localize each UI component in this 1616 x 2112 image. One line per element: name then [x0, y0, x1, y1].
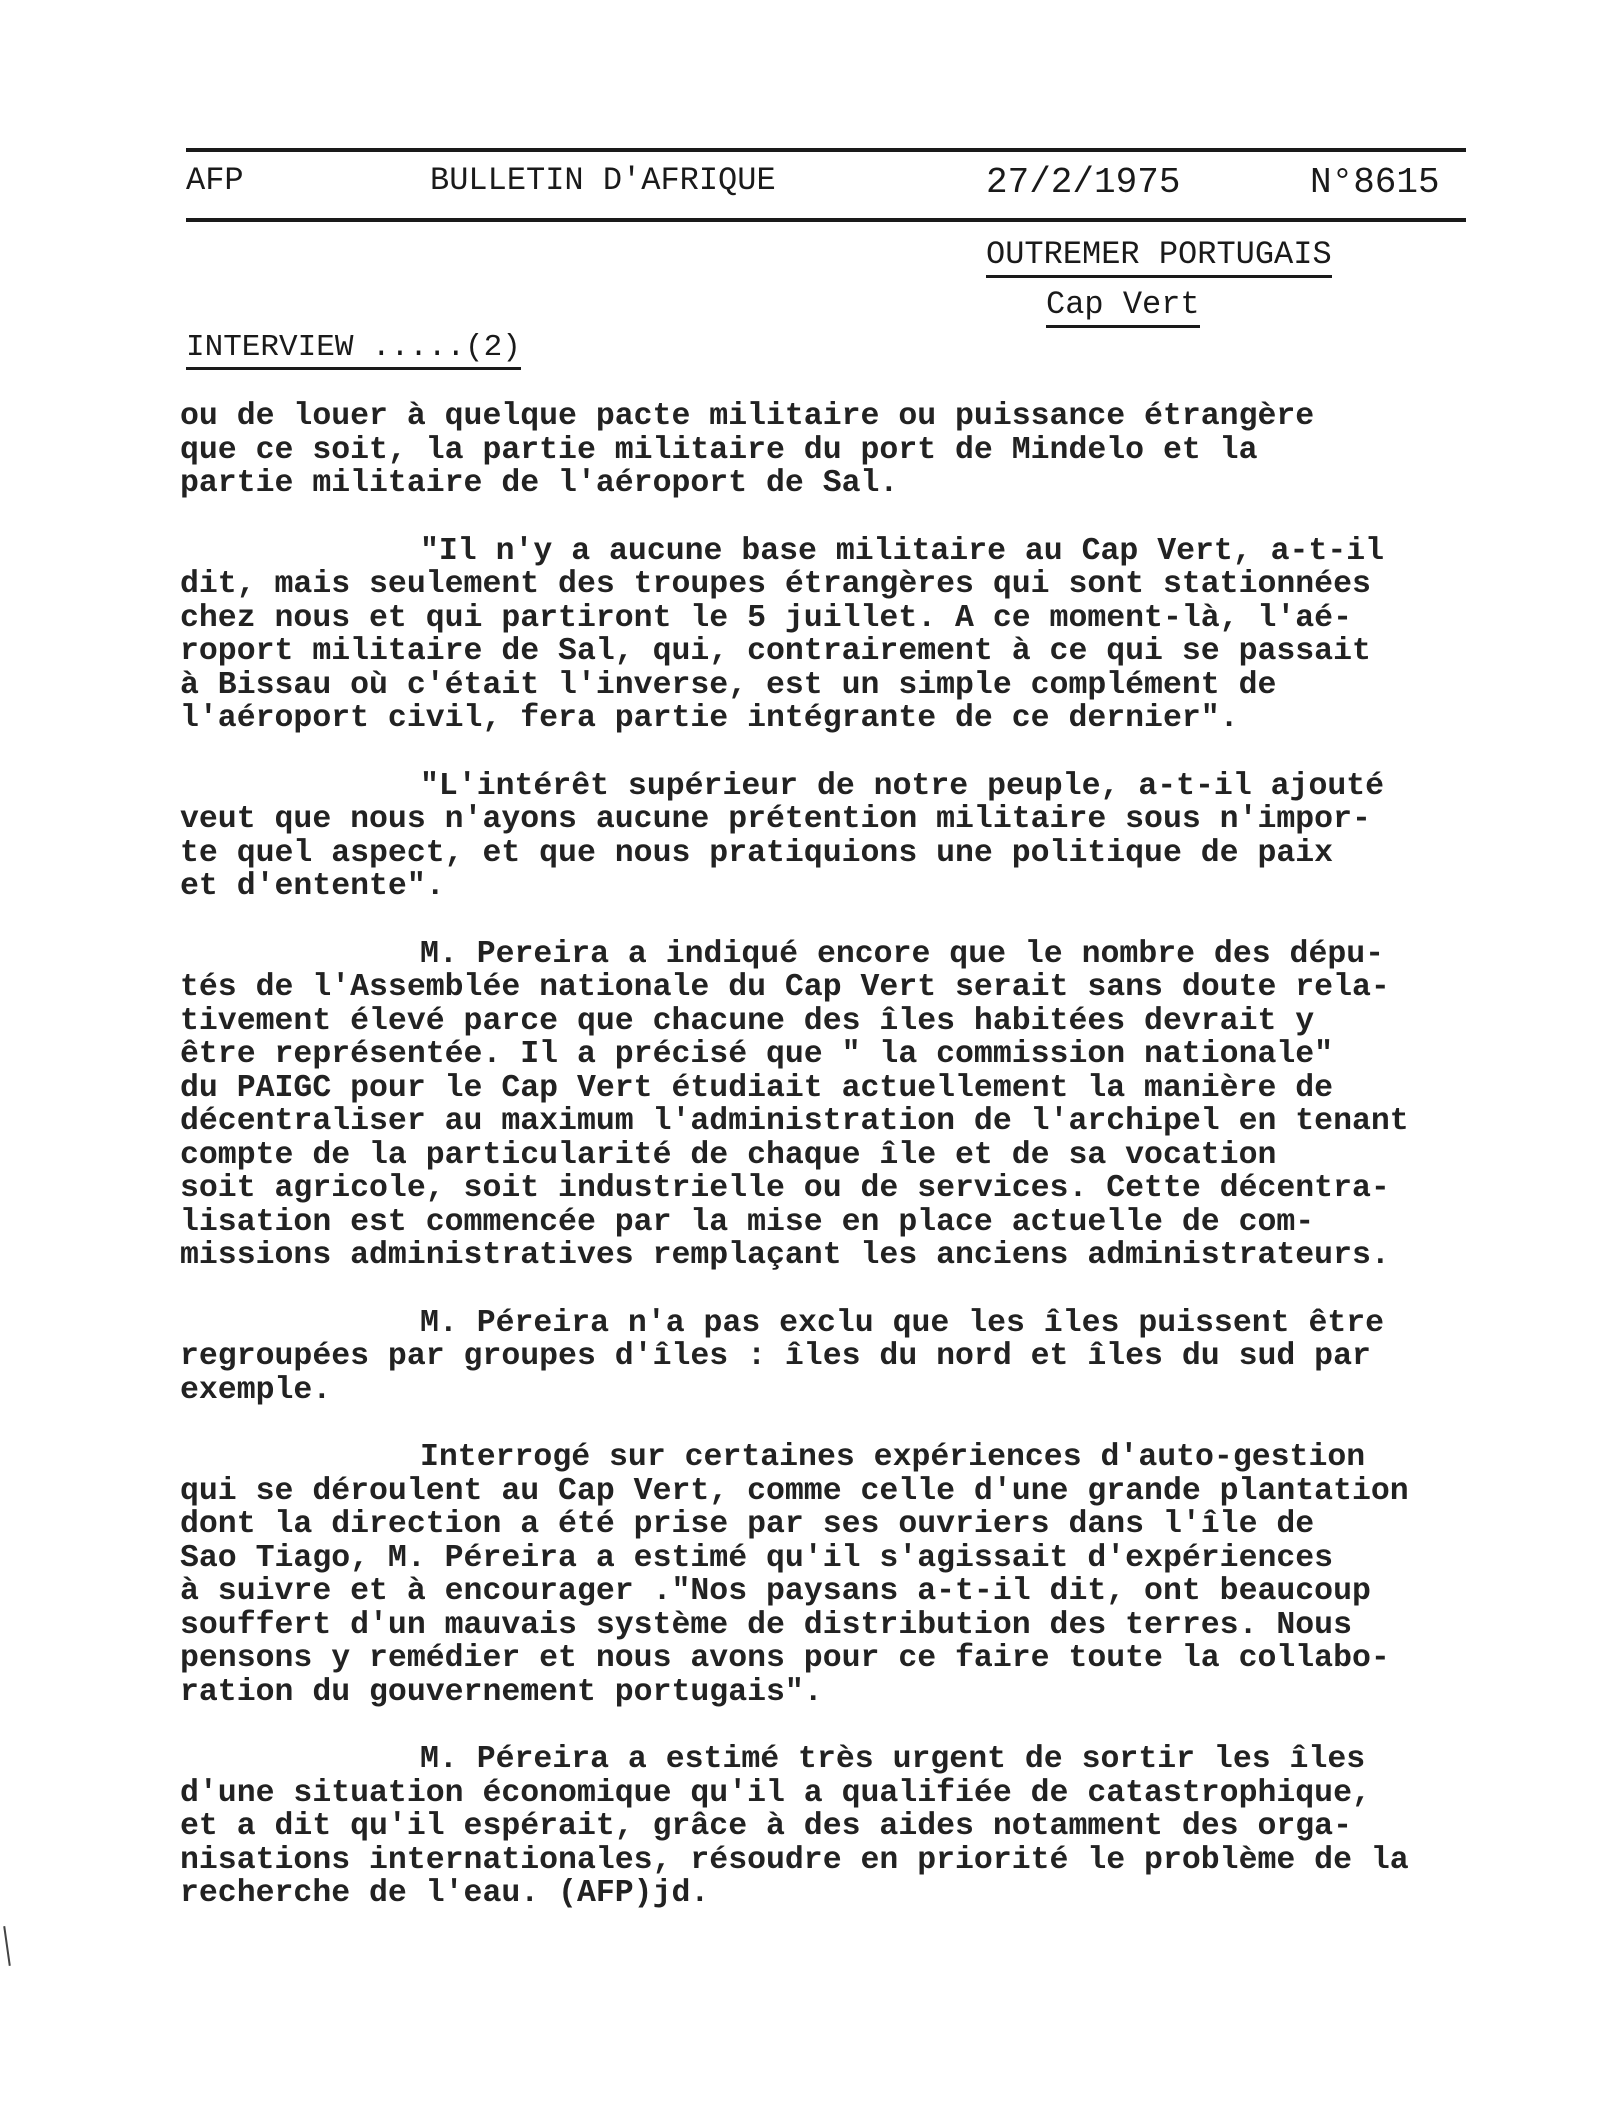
text-line: qui se déroulent au Cap Vert, comme celle d'une grande plantation	[180, 1473, 1409, 1509]
text-line: dit, mais seulement des troupes étrangères qui sont stationnées	[180, 567, 1371, 602]
text-line: "Il n'y a aucune base militaire au Cap Vert, a-t-il	[420, 533, 1385, 569]
text-line: "L'intérêt supérieur de notre peuple, a-t-il ajouté	[420, 768, 1385, 804]
section-subtitle: Cap Vert	[1046, 286, 1200, 328]
text-line: chez nous et qui partiront le 5 juillet. A ce moment-là, l'aé-	[180, 600, 1352, 636]
paragraph-3	[180, 770, 1480, 904]
text-line: partie militaire de l'aéroport de Sal.	[180, 466, 899, 501]
bulletin-title: BULLETIN D'AFRIQUE	[430, 162, 776, 199]
text-line: lisation est commencée par la mise en place actuelle de com-	[180, 1204, 1315, 1240]
text-line: te quel aspect, et que nous pratiquions une politique de paix	[180, 835, 1334, 871]
text-line: et a dit qu'il espérait, grâce à des aides notamment des orga-	[180, 1809, 1352, 1844]
paragraph-2	[180, 535, 1480, 736]
text-line: que ce soit, la partie militaire du port de Mindelo et la	[180, 432, 1258, 468]
scan-mark	[3, 1926, 11, 1966]
paragraph-7	[180, 1743, 1480, 1911]
text-line: M. Péreira n'a pas exclu que les îles puissent être	[420, 1305, 1385, 1341]
paragraph-6	[180, 1441, 1480, 1709]
article-heading: INTERVIEW .....(2)	[186, 330, 521, 370]
paragraph-5	[180, 1307, 1480, 1408]
text-line: être représentée. Il a précisé que " la commission nationale"	[180, 1037, 1334, 1072]
text-line: soit agricole, soit industrielle ou de services. Cette décentra-	[180, 1171, 1390, 1206]
text-line: souffert d'un mauvais système de distribution des terres. Nous	[180, 1607, 1352, 1643]
text-line: compte de la particularité de chaque île et de sa vocation	[180, 1137, 1277, 1173]
text-line: nisations internationales, résoudre en priorité le problème de la	[180, 1842, 1409, 1878]
text-line: à Bissau où c'était l'inverse, est un simple complément de	[180, 667, 1277, 703]
text-line: M. Péreira a estimé très urgent de sortir les îles	[420, 1742, 1366, 1777]
text-line: exemple.	[180, 1372, 332, 1408]
text-line: à suivre et à encourager ."Nos paysans a-t-il dit, ont beaucoup	[180, 1574, 1371, 1609]
text-line: recherche de l'eau. (AFP)jd.	[180, 1876, 710, 1911]
paragraph-4	[180, 938, 1480, 1273]
agency-label: AFP	[186, 162, 244, 199]
header-bottom-rule	[186, 218, 1466, 222]
text-line: pensons y remédier et nous avons pour ce faire toute la collabo-	[180, 1641, 1390, 1676]
text-line: tivement élevé parce que chacune des îles habitées devrait y	[180, 1003, 1315, 1039]
header-top-rule	[186, 148, 1466, 152]
text-line: dont la direction a été prise par ses ouvriers dans l'île de	[180, 1507, 1315, 1542]
text-line: M. Pereira a indiqué encore que le nombre des dépu-	[420, 936, 1385, 972]
text-line: tés de l'Assemblée nationale du Cap Vert serait sans doute rela-	[180, 970, 1390, 1005]
text-line: roport militaire de Sal, qui, contrairement à ce qui se passait	[180, 634, 1371, 669]
text-line: décentraliser au maximum l'administration de l'archipel en tenant	[180, 1104, 1409, 1139]
text-line: missions administratives remplaçant les anciens administrateurs.	[180, 1238, 1390, 1273]
text-line: ou de louer à quelque pacte militaire ou puissance étrangère	[180, 399, 1315, 434]
text-line: d'une situation économique qu'il a qualifiée de catastrophique,	[180, 1775, 1371, 1811]
article-body	[180, 400, 1480, 1945]
text-line: regroupées par groupes d'îles : îles du nord et îles du sud par	[180, 1339, 1371, 1374]
text-line: du PAIGC pour le Cap Vert étudiait actuellement la manière de	[180, 1070, 1334, 1106]
text-line: et d'entente".	[180, 869, 445, 904]
bulletin-number: N°8615	[1310, 162, 1440, 203]
paragraph-1	[180, 400, 1480, 501]
text-line: Sao Tiago, M. Péreira a estimé qu'il s'agissait d'expériences	[180, 1540, 1334, 1576]
text-line: l'aéroport civil, fera partie intégrante de ce dernier".	[180, 701, 1239, 736]
text-line: veut que nous n'ayons aucune prétention militaire sous n'impor-	[180, 802, 1371, 837]
section-title: OUTREMER PORTUGAIS	[986, 236, 1332, 278]
bulletin-date: 27/2/1975	[986, 162, 1181, 203]
text-line: ration du gouvernement portugais".	[180, 1674, 823, 1710]
text-line: Interrogé sur certaines expériences d'auto-gestion	[420, 1440, 1366, 1475]
